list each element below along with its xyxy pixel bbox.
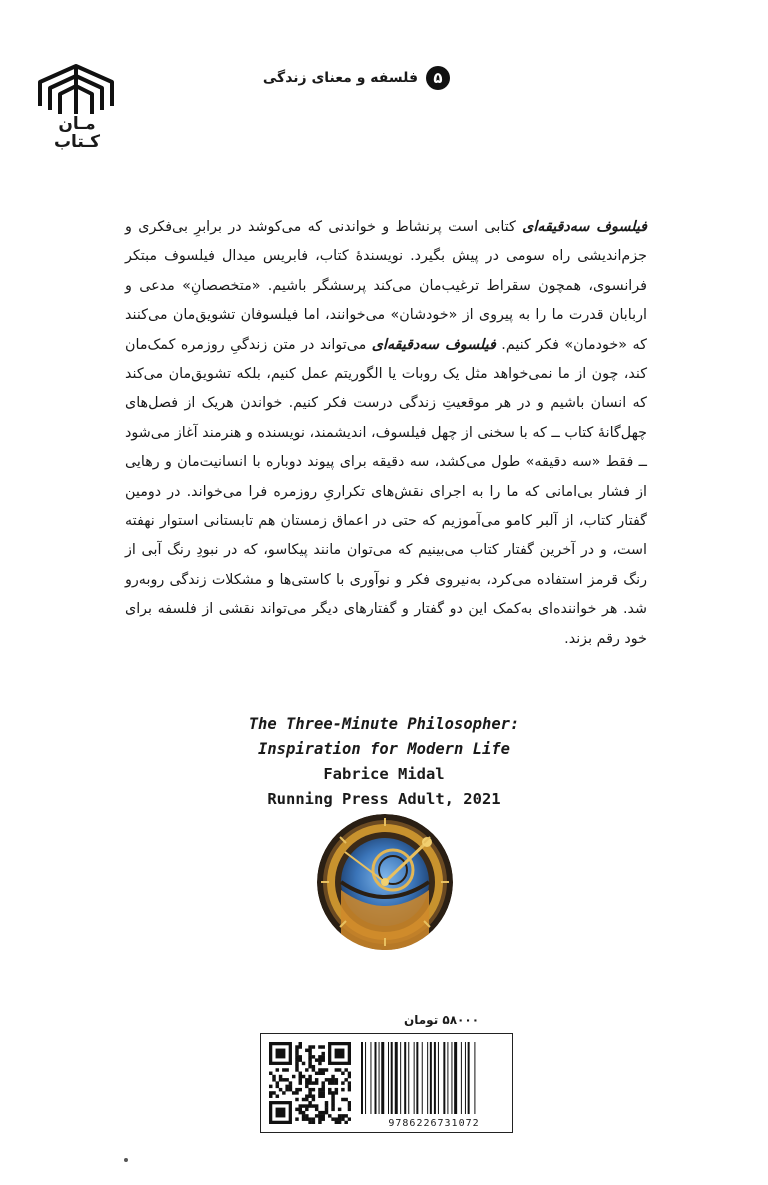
qr-module	[318, 1121, 321, 1124]
qr-module	[328, 1088, 331, 1091]
qr-module	[295, 1049, 298, 1052]
qr-module	[318, 1088, 321, 1091]
qr-module	[308, 1075, 311, 1078]
qr-module	[295, 1098, 298, 1101]
qr-module	[302, 1111, 305, 1114]
qr-finder	[276, 1108, 286, 1118]
qr-module	[282, 1091, 285, 1094]
barcode-bar	[474, 1042, 475, 1114]
qr-module	[305, 1108, 308, 1111]
qr-module	[269, 1072, 272, 1075]
qr-module	[331, 1104, 334, 1107]
barcode-bar	[430, 1042, 432, 1114]
book-description	[125, 213, 647, 654]
original-author: Fabrice Midal	[323, 765, 445, 783]
qr-module	[321, 1088, 324, 1091]
qr-module	[305, 1078, 308, 1081]
barcode-bar	[400, 1042, 401, 1114]
qr-module	[299, 1108, 302, 1111]
isbn-number: 9786226731072	[388, 1118, 480, 1129]
qr-module	[276, 1094, 279, 1097]
qr-module	[325, 1108, 328, 1111]
qr-module	[279, 1075, 282, 1078]
barcode-bar	[427, 1042, 428, 1114]
qr-module	[302, 1062, 305, 1065]
qr-finder	[276, 1049, 286, 1059]
publisher-name-line-2: کـتاب	[53, 132, 101, 152]
qr-module	[348, 1085, 351, 1088]
original-title-line-1: The Three-Minute Philosopher:	[248, 715, 520, 733]
qr-module	[305, 1117, 308, 1120]
qr-module	[344, 1098, 347, 1101]
qr-module	[312, 1068, 315, 1071]
qr-module	[335, 1078, 338, 1081]
qr-module	[295, 1068, 298, 1071]
qr-module	[305, 1081, 308, 1084]
qr-module	[305, 1098, 308, 1101]
qr-module	[318, 1094, 321, 1097]
book-title-emphasis: فیلسوف سه‌دقیقه‌ای	[522, 219, 647, 235]
qr-module	[285, 1078, 288, 1081]
qr-module	[295, 1062, 298, 1065]
original-title-line-2: Inspiration for Modern Life	[258, 740, 510, 758]
qr-module	[276, 1085, 279, 1088]
qr-module	[295, 1058, 298, 1061]
qr-module	[348, 1081, 351, 1084]
qr-module	[308, 1091, 311, 1094]
qr-module	[308, 1117, 311, 1120]
qr-module	[299, 1078, 302, 1081]
qr-module	[348, 1101, 351, 1104]
book-stack-icon	[36, 56, 118, 118]
qr-module	[318, 1062, 321, 1065]
publisher-logo	[36, 56, 118, 152]
qr-module	[295, 1055, 298, 1058]
price-label: ۵۸۰۰۰ تومان	[404, 1013, 480, 1027]
qr-module	[305, 1049, 308, 1052]
qr-module	[341, 1072, 344, 1075]
qr-module	[331, 1108, 334, 1111]
qr-module	[348, 1104, 351, 1107]
codes-box	[260, 1033, 513, 1133]
series-label	[263, 64, 450, 92]
qr-module	[302, 1075, 305, 1078]
qr-module	[318, 1045, 321, 1048]
description-text-1: کتابی است پرنشاط و خواندنی که می‌کوشد در برابرِ بی‌فکری و جزم‌اندیشی راه سومی در پیش بگیرد. نویسندهٔ کتاب، فابریس میدال فیلسوف مبتکر فرانسوی، همچون سقراط ترغیب‌مان می‌کند پرسشگر باشیم. «متخصصانِ» مدعی و اربابان قدرت ما را به پیروی از «خودشان» می‌خوانند، اما فیلسوفان تشویق‌مان می‌کنند که «خودمان» فکر کنیم.	[125, 219, 647, 353]
qr-module	[312, 1121, 315, 1124]
qr-module	[344, 1114, 347, 1117]
qr-module	[299, 1075, 302, 1078]
qr-module	[318, 1111, 321, 1114]
qr-module	[289, 1088, 292, 1091]
barcode-bar	[465, 1042, 466, 1114]
qr-code	[269, 1042, 351, 1124]
barcode-bar	[379, 1042, 380, 1114]
qr-module	[338, 1068, 341, 1071]
qr-module	[312, 1098, 315, 1101]
qr-module	[308, 1052, 311, 1055]
qr-module	[321, 1085, 324, 1088]
qr-module	[318, 1068, 321, 1071]
qr-module	[331, 1081, 334, 1084]
qr-module	[302, 1104, 305, 1107]
barcode-bar	[438, 1042, 439, 1114]
qr-module	[318, 1117, 321, 1120]
qr-module	[328, 1091, 331, 1094]
qr-module	[279, 1088, 282, 1091]
qr-module	[308, 1121, 311, 1124]
barcode-bar	[443, 1042, 445, 1114]
qr-module	[305, 1094, 308, 1097]
astronomical-clock-emblem	[315, 812, 455, 952]
publisher-name	[36, 116, 118, 152]
qr-module	[305, 1085, 308, 1088]
qr-module	[338, 1108, 341, 1111]
isbn-barcode	[359, 1042, 507, 1116]
qr-module	[308, 1078, 311, 1081]
publisher-name-line-1: مـان	[58, 114, 96, 134]
qr-module	[305, 1114, 308, 1117]
qr-module	[295, 1088, 298, 1091]
qr-module	[299, 1058, 302, 1061]
qr-module	[321, 1055, 324, 1058]
qr-module	[335, 1068, 338, 1071]
qr-module	[302, 1098, 305, 1101]
qr-module	[269, 1091, 272, 1094]
barcode-bar	[388, 1042, 389, 1114]
qr-module	[321, 1114, 324, 1117]
qr-module	[308, 1065, 311, 1068]
qr-module	[285, 1085, 288, 1088]
barcode-bar	[365, 1042, 366, 1114]
qr-module	[295, 1117, 298, 1120]
qr-module	[321, 1058, 324, 1061]
qr-module	[312, 1088, 315, 1091]
barcode-bar	[391, 1042, 393, 1114]
qr-module	[318, 1114, 321, 1117]
qr-module	[315, 1104, 318, 1107]
qr-module	[299, 1104, 302, 1107]
qr-module	[328, 1081, 331, 1084]
qr-module	[299, 1072, 302, 1075]
qr-module	[299, 1045, 302, 1048]
barcode-bar	[454, 1042, 457, 1114]
qr-module	[318, 1072, 321, 1075]
qr-module	[308, 1101, 311, 1104]
qr-module	[269, 1094, 272, 1097]
barcode-bar	[375, 1042, 377, 1114]
qr-module	[295, 1091, 298, 1094]
qr-module	[344, 1078, 347, 1081]
description-text-2: می‌تواند در متن زندگیِ روزمره کمک‌مان کند، چون از ما نمی‌خواهد مثل یک روبات یا الگوریتم عمل کنیم، بلکه تشویق‌مان می‌کند که انسان باشیم و در هر موقعیتِ زندگی درست فکر کنیم. خواندن هریک از فصل‌های چهل‌گانهٔ کتاب ــ که با سخنی از چهل فیلسوف، اندیشمند، نویسنده و هنرمند آغاز می‌شود ــ فقط «سه دقیقه» طول می‌کشد، سه دقیقه برای پیوند دوباره با انسانیت‌مان و رهایی از فشار بی‌امانی که ما را به اجرای نقش‌های تکراریِ روزمره فرا می‌خواند. در دومین گفتار کتاب، از آلبر کامو می‌آموزیم که حتی در اعماق زمستان هم تابستانی استوار نهفته است، و در آخرین گفتار کتاب می‌بینیم که می‌توان مانند پیکاسو، که در نبودِ رنگ آبی از رنگ قرمز استفاده می‌کرد، به‌نیروی فکر و نوآوری با کاستی‌ها و مشکلات زندگی روبه‌رو شد. هر خواننده‌ای به‌کمک این دو گفتار و گفتارهای دیگر می‌تواند نقشی از فلسفه برای خود رقم بزند.	[125, 336, 647, 647]
qr-module	[348, 1075, 351, 1078]
qr-module	[308, 1058, 311, 1061]
qr-module	[331, 1078, 334, 1081]
qr-module	[315, 1058, 318, 1061]
qr-module	[299, 1042, 302, 1045]
barcode-bar	[370, 1042, 371, 1114]
qr-module	[282, 1068, 285, 1071]
qr-module	[321, 1068, 324, 1071]
qr-module	[312, 1117, 315, 1120]
print-speck	[124, 1158, 128, 1162]
qr-module	[302, 1114, 305, 1117]
qr-module	[315, 1081, 318, 1084]
qr-module	[331, 1117, 334, 1120]
qr-module	[312, 1104, 315, 1107]
qr-module	[295, 1045, 298, 1048]
barcode-bar	[408, 1042, 409, 1114]
qr-module	[292, 1091, 295, 1094]
qr-module	[331, 1094, 334, 1097]
qr-module	[276, 1068, 279, 1071]
qr-module	[308, 1055, 311, 1058]
barcode-bar	[381, 1042, 384, 1114]
qr-module	[312, 1045, 315, 1048]
barcode-bar	[361, 1042, 363, 1114]
qr-module	[312, 1055, 315, 1058]
qr-module	[325, 1104, 328, 1107]
qr-module	[272, 1091, 275, 1094]
qr-module	[295, 1052, 298, 1055]
qr-module	[285, 1088, 288, 1091]
qr-module	[299, 1088, 302, 1091]
qr-module	[328, 1114, 331, 1117]
qr-module	[321, 1072, 324, 1075]
qr-module	[321, 1052, 324, 1055]
qr-module	[302, 1117, 305, 1120]
original-edition-info	[0, 712, 768, 812]
series-number-badge: ۵	[426, 66, 450, 90]
qr-module	[308, 1049, 311, 1052]
qr-module	[285, 1068, 288, 1071]
qr-module	[325, 1068, 328, 1071]
qr-module	[325, 1078, 328, 1081]
qr-module	[335, 1088, 338, 1091]
qr-module	[272, 1078, 275, 1081]
qr-module	[295, 1065, 298, 1068]
qr-module	[299, 1055, 302, 1058]
barcode-bar	[461, 1042, 462, 1114]
qr-module	[335, 1117, 338, 1120]
qr-module	[308, 1062, 311, 1065]
qr-module	[338, 1121, 341, 1124]
qr-module	[299, 1111, 302, 1114]
qr-module	[338, 1114, 341, 1117]
qr-module	[292, 1075, 295, 1078]
qr-module	[321, 1111, 324, 1114]
qr-module	[321, 1094, 324, 1097]
qr-module	[312, 1065, 315, 1068]
barcode-bar	[414, 1042, 415, 1114]
qr-module	[289, 1081, 292, 1084]
barcode-bar	[447, 1042, 448, 1114]
qr-module	[312, 1094, 315, 1097]
barcode-bar	[468, 1042, 470, 1114]
qr-module	[318, 1091, 321, 1094]
qr-module	[318, 1058, 321, 1061]
qr-module	[315, 1114, 318, 1117]
qr-module	[341, 1088, 344, 1091]
original-publisher: Running Press Adult, 2021	[267, 790, 501, 808]
qr-module	[321, 1081, 324, 1084]
qr-module	[348, 1072, 351, 1075]
qr-module	[335, 1081, 338, 1084]
qr-module	[315, 1078, 318, 1081]
qr-finder	[335, 1049, 345, 1059]
qr-module	[325, 1101, 328, 1104]
series-title: فلسفه و معنای زندگی	[262, 70, 418, 86]
qr-module	[276, 1081, 279, 1084]
qr-module	[289, 1085, 292, 1088]
qr-module	[315, 1072, 318, 1075]
qr-module	[348, 1117, 351, 1120]
qr-module	[335, 1121, 338, 1124]
qr-module	[282, 1078, 285, 1081]
qr-module	[269, 1085, 272, 1088]
barcode-bar	[451, 1042, 452, 1114]
qr-module	[341, 1081, 344, 1084]
qr-module	[321, 1091, 324, 1094]
qr-module	[348, 1088, 351, 1091]
qr-module	[272, 1075, 275, 1078]
qr-module	[308, 1104, 311, 1107]
qr-module	[335, 1091, 338, 1094]
qr-module	[341, 1098, 344, 1101]
barcode-bar	[434, 1042, 436, 1114]
qr-module	[338, 1117, 341, 1120]
qr-module	[321, 1117, 324, 1120]
barcode-bar	[404, 1042, 406, 1114]
qr-module	[299, 1081, 302, 1084]
qr-module	[318, 1055, 321, 1058]
qr-module	[344, 1068, 347, 1071]
qr-module	[331, 1101, 334, 1104]
qr-module	[331, 1075, 334, 1078]
qr-module	[308, 1094, 311, 1097]
qr-module	[344, 1121, 347, 1124]
qr-module	[341, 1117, 344, 1120]
qr-module	[325, 1111, 328, 1114]
qr-module	[321, 1045, 324, 1048]
qr-module	[312, 1081, 315, 1084]
qr-module	[308, 1045, 311, 1048]
qr-module	[328, 1078, 331, 1081]
qr-module	[308, 1088, 311, 1091]
clock-illustration	[315, 812, 455, 952]
qr-module	[295, 1108, 298, 1111]
barcode-bar	[416, 1042, 418, 1114]
qr-module	[341, 1114, 344, 1117]
barcode-bar	[395, 1042, 398, 1114]
qr-module	[305, 1104, 308, 1107]
qr-module	[331, 1091, 334, 1094]
qr-module	[315, 1108, 318, 1111]
qr-module	[308, 1081, 311, 1084]
book-title-emphasis-2: فیلسوف سه‌دقیقه‌ای	[371, 336, 496, 353]
description-paragraph	[125, 213, 647, 654]
qr-module	[331, 1098, 334, 1101]
qr-module	[279, 1078, 282, 1081]
qr-module	[305, 1068, 308, 1071]
qr-module	[348, 1108, 351, 1111]
barcode-bar	[422, 1042, 423, 1114]
